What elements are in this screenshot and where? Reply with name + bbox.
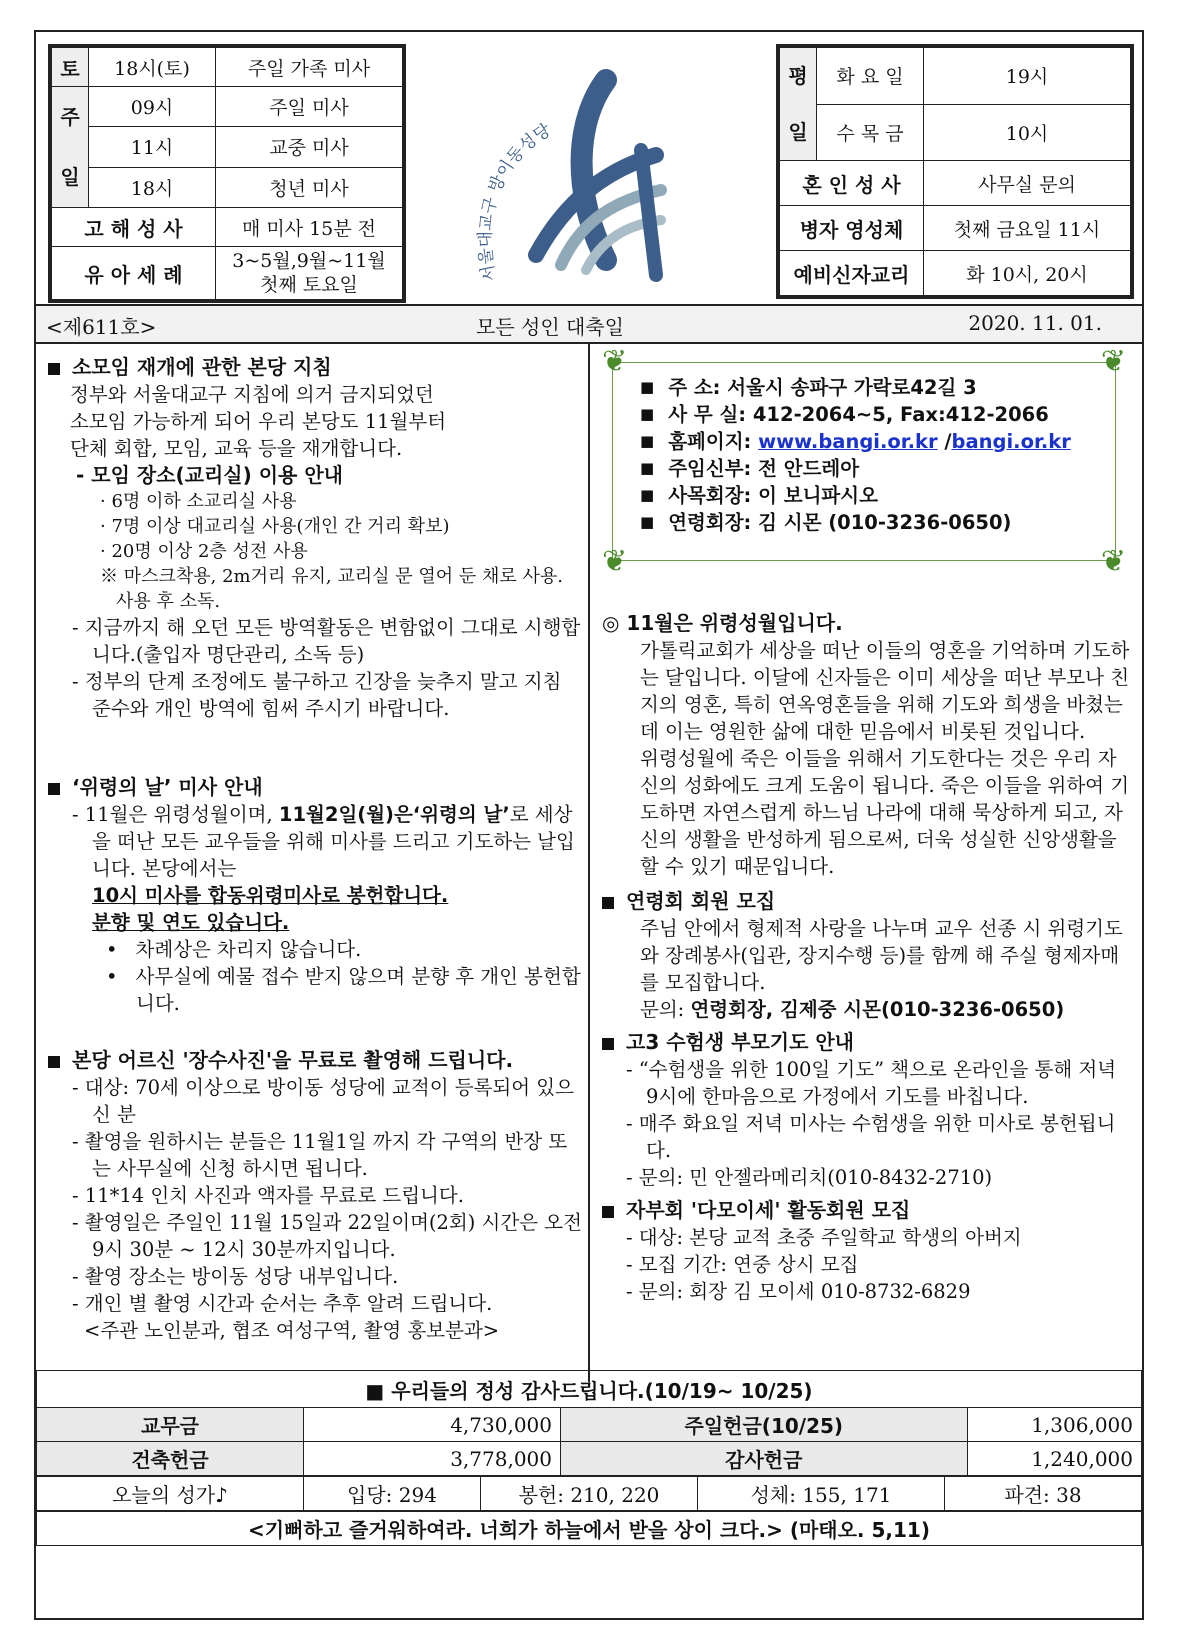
list-item: - 문의: 민 안젤라메리치(010-8432-2710) xyxy=(626,1166,993,1189)
list-item: - 촬영일은 주일인 11월 15일과 22일이며(2회) 시간은 오전 9시 30분 ~ 12시 30분까지입니다. xyxy=(72,1211,582,1261)
list-item: - 모집 기간: 연중 상시 모집 xyxy=(626,1253,859,1276)
bulletin-page xyxy=(34,30,1144,1620)
weekday-day-2: 수 목 금 xyxy=(817,104,924,161)
list-item: · 20명 이상 2층 성전 사용 xyxy=(100,541,308,562)
sun-time-1: 09시 xyxy=(89,87,216,127)
hymn-offertory: 봉헌: 210, 220 xyxy=(481,1477,698,1511)
weekday-day-1: 화 요 일 xyxy=(817,48,924,105)
sat-time: 18시(토) xyxy=(89,48,216,87)
logo-text: 서울대교구 방이동성당 xyxy=(475,120,555,283)
paragraph: 정부와 서울대교구 지침에 의거 금지되었던 xyxy=(70,383,434,406)
issue-title: 모든 성인 대축일 xyxy=(476,315,624,339)
list-item: - 대상: 70세 이상으로 방이동 성당에 교적이 등록되어 있으신 분 xyxy=(72,1076,574,1126)
info-senior: ■ 연령회장: 김 시몬 (010-3236-0650) xyxy=(640,509,1071,536)
scripture-quote: <기뻐하고 즐거워하여라. 너희가 하늘에서 받을 상이 크다.> (마태오. 5,11) xyxy=(37,1512,1142,1546)
weekday-schedule-table xyxy=(776,44,1134,299)
catechumen-value: 화 10시, 20시 xyxy=(924,251,1131,296)
square-bullet-icon xyxy=(48,363,60,375)
section-november-title: ◎ 11월은 위령성월입니다. xyxy=(602,611,843,635)
wedding-value: 사무실 문의 xyxy=(924,161,1131,206)
hymn-label: 오늘의 성가♪ xyxy=(37,1477,304,1511)
sun-mass-1: 주일 미사 xyxy=(216,87,403,127)
paragraph: 소모임 가능하게 되어 우리 본당도 11월부터 xyxy=(70,410,447,433)
issue-date: 2020. 11. 01. xyxy=(968,311,1102,335)
offering-label-4: 감사헌금 xyxy=(561,1442,968,1476)
weekday-time-2: 10시 xyxy=(924,104,1131,161)
list-item: · 7명 이상 대교리실 사용(개인 간 거리 확보) xyxy=(100,516,450,537)
parish-info-box xyxy=(602,344,1126,579)
section-portrait-title: 본당 어르신 '장수사진'을 무료로 촬영해 드립니다. xyxy=(48,1047,583,1074)
sick-label: 병자 영성체 xyxy=(780,206,924,251)
ornament-icon: ❦ xyxy=(1100,344,1126,379)
sat-mass: 주일 가족 미사 xyxy=(216,48,403,87)
square-bullet-icon xyxy=(602,897,614,909)
list-item: - 개인 별 촬영 시간과 순서는 추후 알려 드립니다. xyxy=(72,1292,493,1315)
sun-time-3: 18시 xyxy=(89,167,216,207)
organizer-note: <주관 노인분과, 협조 여성구역, 촬영 홍보분과> xyxy=(84,1319,500,1342)
info-homepage: ■ 홈페이지: www.bangi.or.kr /bangi.or.kr xyxy=(640,428,1071,455)
section-all-souls-title: ‘위령의 날’ 미사 안내 xyxy=(48,774,583,801)
list-item: - 촬영을 원하시는 분들은 11월1일 까지 각 구역의 반장 또는 사무실에 신청 하시면 됩니다. xyxy=(72,1130,568,1180)
section-fathers-title: 자부회 '다모이세' 활동회원 모집 xyxy=(602,1197,1132,1224)
homepage-link[interactable]: www.bangi.or.kr xyxy=(758,430,938,453)
wedding-label: 혼 인 성 사 xyxy=(780,161,924,206)
baptism-value: 3~5월,9월~11월 첫째 토요일 xyxy=(216,247,403,300)
contact-line: 문의: 연령회장, 김제중 시몬(010-3236-0650) xyxy=(640,998,1065,1021)
parish-logo-icon xyxy=(456,50,716,300)
offering-label-2: 주일헌금(10/25) xyxy=(561,1408,968,1442)
list-item: · 6명 이하 소교리실 사용 xyxy=(100,491,297,512)
paragraph: 단체 회합, 모임, 교육 등을 재개합니다. xyxy=(70,437,403,460)
paragraph: 위령성월에 죽은 이들을 위해서 기도한다는 것은 우리 자신의 성화에도 크게 도움이 됩니다. 죽은 이들을 위하여 기도하면 자연스럽게 하느님 나라에 대해 묵상하게 되고, 자신의 생활을 반성하게 됨으로써, 더욱 성실한 신앙생활을 할 수 있기 때문입니다. xyxy=(640,747,1130,878)
offering-label-3: 건축헌금 xyxy=(37,1442,304,1476)
info-pastor: ■ 주임신부: 전 안드레아 xyxy=(640,455,1071,482)
offering-section xyxy=(36,1370,1142,1546)
issue-header xyxy=(36,304,1142,344)
left-column xyxy=(48,354,583,1344)
paragraph: 주님 안에서 형제적 사랑을 나누며 교우 선종 시 위령기도와 장례봉사(입관, 장지수행 등)를 함께 해 주실 형제자매를 모집합니다. xyxy=(640,917,1123,994)
list-item: - 문의: 회장 김 모이세 010-8732-6829 xyxy=(626,1280,971,1303)
sun-mass-3: 청년 미사 xyxy=(216,167,403,207)
square-bullet-icon xyxy=(48,1056,60,1068)
sun-label: 주 일 xyxy=(52,87,89,208)
list-item: - 지금까지 해 오던 모든 방역활동은 변함없이 그대로 시행합니다.(출입자 명단관리, 소독 등) xyxy=(72,616,581,666)
offering-value-3: 3,778,000 xyxy=(304,1442,561,1476)
hymn-entry: 입당: 294 xyxy=(304,1477,481,1511)
mass-schedule-table xyxy=(48,44,406,303)
ornament-icon: ❦ xyxy=(1100,544,1126,579)
section-small-groups-title: 소모임 재개에 관한 본당 지침 xyxy=(48,354,583,381)
weekday-time-1: 19시 xyxy=(924,48,1131,105)
sun-mass-2: 교중 미사 xyxy=(216,127,403,167)
ornament-icon: ❦ xyxy=(602,544,628,579)
note-item: ※ 마스크착용, 2m거리 유지, 교리실 문 열어 둔 채로 사용. 사용 후 소독. xyxy=(100,566,563,612)
list-item: • 차례상은 차리지 않습니다. xyxy=(106,938,362,961)
section-exam-title: 고3 수험생 부모기도 안내 xyxy=(602,1029,1132,1056)
baptism-label: 유 아 세 례 xyxy=(52,247,216,300)
offering-label-1: 교무금 xyxy=(37,1408,304,1442)
section-funeral-title: 연령회 회원 모집 xyxy=(602,888,1132,915)
offering-value-2: 1,306,000 xyxy=(967,1408,1141,1442)
confession-value: 매 미사 15분 전 xyxy=(216,208,403,247)
issue-number: <제611호> xyxy=(46,315,157,339)
column-divider xyxy=(588,342,590,1382)
sick-value: 첫째 금요일 11시 xyxy=(924,206,1131,251)
paragraph: 가톨릭교회가 세상을 떠난 이들의 영혼을 기억하며 기도하는 달입니다. 이달에 신자들은 이미 세상을 떠난 부모나 친지의 영혼, 특히 연옥영혼들을 위해 기도와 희생을 바쳤는데 이는 영원한 삶에 대한 믿음에서 비롯된 것입니다. xyxy=(640,639,1130,743)
list-item: - “수험생을 위한 100일 기도” 책으로 온라인을 통해 저녁 9시에 한마음으로 가정에서 기도를 바칩니다. xyxy=(626,1058,1117,1108)
offering-value-4: 1,240,000 xyxy=(967,1442,1141,1476)
list-item: - 11*14 인치 사진과 액자를 무료로 드립니다. xyxy=(72,1184,464,1207)
list-item: - 정부의 단계 조정에도 불구하고 긴장을 늦추지 말고 지침 준수와 개인 방역에 힘써 주시기 바랍니다. xyxy=(72,670,562,720)
info-chair: ■ 사목회장: 이 보니파시오 xyxy=(640,482,1071,509)
right-column xyxy=(602,610,1132,1305)
underlined-notice: 10시 미사를 합동위령미사로 봉헌합니다. xyxy=(92,884,449,907)
homepage-link-2[interactable]: bangi.or.kr xyxy=(951,430,1071,453)
square-bullet-icon xyxy=(602,1206,614,1218)
offering-value-1: 4,730,000 xyxy=(304,1408,561,1442)
weekday-label: 평 일 xyxy=(780,48,817,161)
catechumen-label: 예비신자교리 xyxy=(780,251,924,296)
hymn-communion: 성체: 155, 171 xyxy=(698,1477,945,1511)
ornament-icon: ❦ xyxy=(602,344,628,379)
list-item: - 대상: 본당 교적 초중 주일학교 학생의 아버지 xyxy=(626,1226,1022,1249)
thanks-header: ■ 우리들의 정성 감사드립니다.(10/19~ 10/25) xyxy=(37,1371,1142,1408)
sun-time-2: 11시 xyxy=(89,127,216,167)
square-bullet-icon xyxy=(602,1038,614,1050)
sat-label: 토 xyxy=(52,48,89,87)
underlined-notice: 분향 및 연도 있습니다. xyxy=(92,911,290,934)
list-item: - 촬영 장소는 방이동 성당 내부입니다. xyxy=(72,1265,399,1288)
info-office: ■ 사 무 실: 412-2064~5, Fax:412-2066 xyxy=(640,401,1071,428)
hymn-recessional: 파견: 38 xyxy=(945,1477,1142,1511)
confession-label: 고 해 성 사 xyxy=(52,208,216,247)
subheading: - 모임 장소(교리실) 이용 안내 xyxy=(76,463,343,487)
list-item: - 매주 화요일 저녁 미사는 수험생을 위한 미사로 봉헌됩니다. xyxy=(626,1112,1116,1162)
info-address: ■ 주 소: 서울시 송파구 가락로42길 3 xyxy=(640,374,1071,401)
all-souls-paragraph: - 11월은 위령성월이며, 11월2일(월)은‘위령의 날’로 세상을 떠난 모든 교우들을 위해 미사를 드리고 기도하는 날입니다. 본당에서는 xyxy=(72,803,575,880)
list-item: • 사무실에 예물 접수 받지 않으며 분향 후 개인 봉헌합니다. xyxy=(106,965,581,1015)
parish-logo xyxy=(456,50,716,300)
square-bullet-icon xyxy=(48,783,60,795)
